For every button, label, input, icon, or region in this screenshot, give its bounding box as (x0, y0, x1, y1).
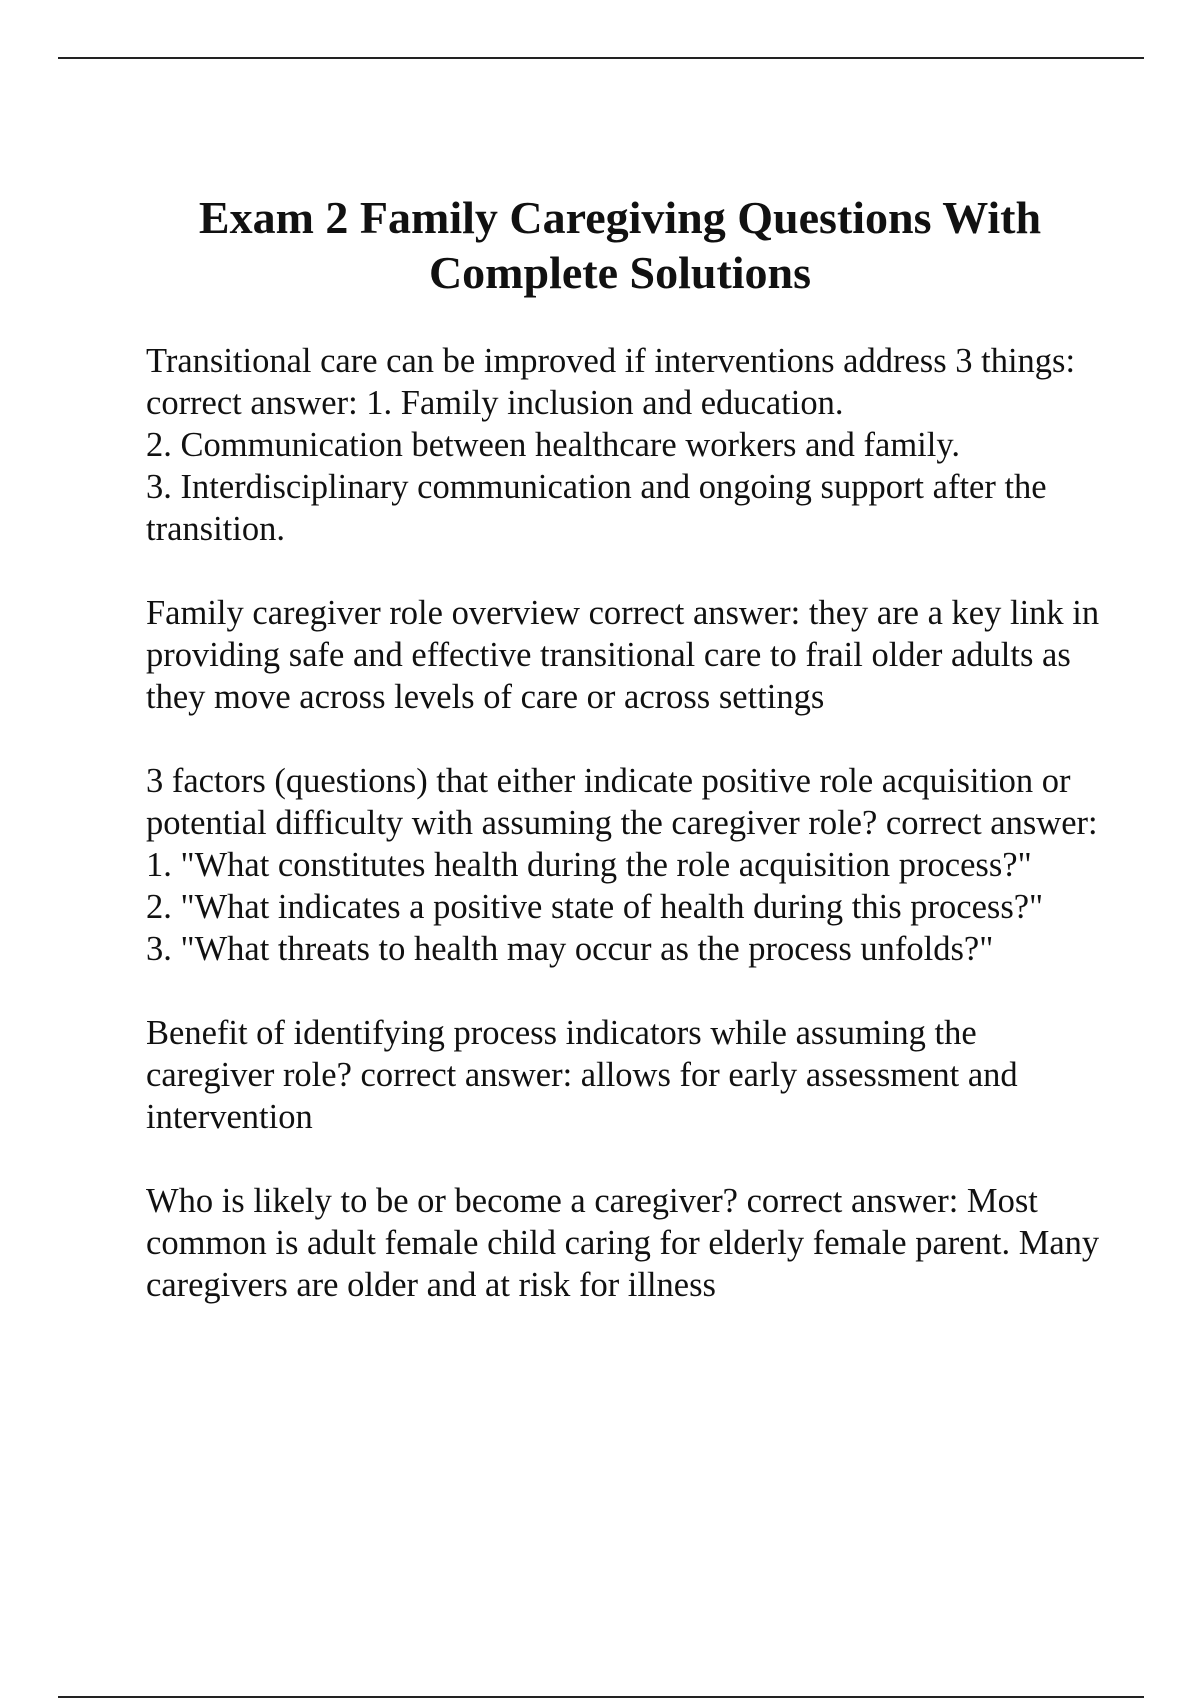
bottom-divider (58, 1696, 1144, 1698)
qa-entry: Transitional care can be improved if interventions address 3 things: correct answer: 1. Family inclusion and education. 2. Communication between healthcare workers and family. 3. Interdisciplinary communication and ongoing support after the transition. (146, 342, 1076, 548)
document-body (146, 340, 1106, 1348)
qa-entry: Family caregiver role overview correct answer: they are a key link in providing safe and effective transitional care to frail older adults as they move across levels of care or across settings (146, 594, 1100, 716)
qa-entry: Benefit of identifying process indicators while assuming the caregiver role? correct answer: allows for early assessment and intervention (146, 1014, 1018, 1136)
qa-entry: Who is likely to be or become a caregiver? correct answer: Most common is adult female child caring for elderly female parent. Many caregivers are older and at risk for illness (146, 1182, 1100, 1304)
qa-entry: 3 factors (questions) that either indicate positive role acquisition or potential difficulty with assuming the caregiver role? correct answer: 1. "What constitutes health during the role acquisition process?" 2. "What indicates a positive state of health during this process?" 3. "What threats to health may occur as the process unfolds?" (146, 762, 1098, 968)
page-title: Exam 2 Family Caregiving Questions With Complete Solutions (198, 192, 1042, 298)
top-divider (58, 57, 1144, 59)
